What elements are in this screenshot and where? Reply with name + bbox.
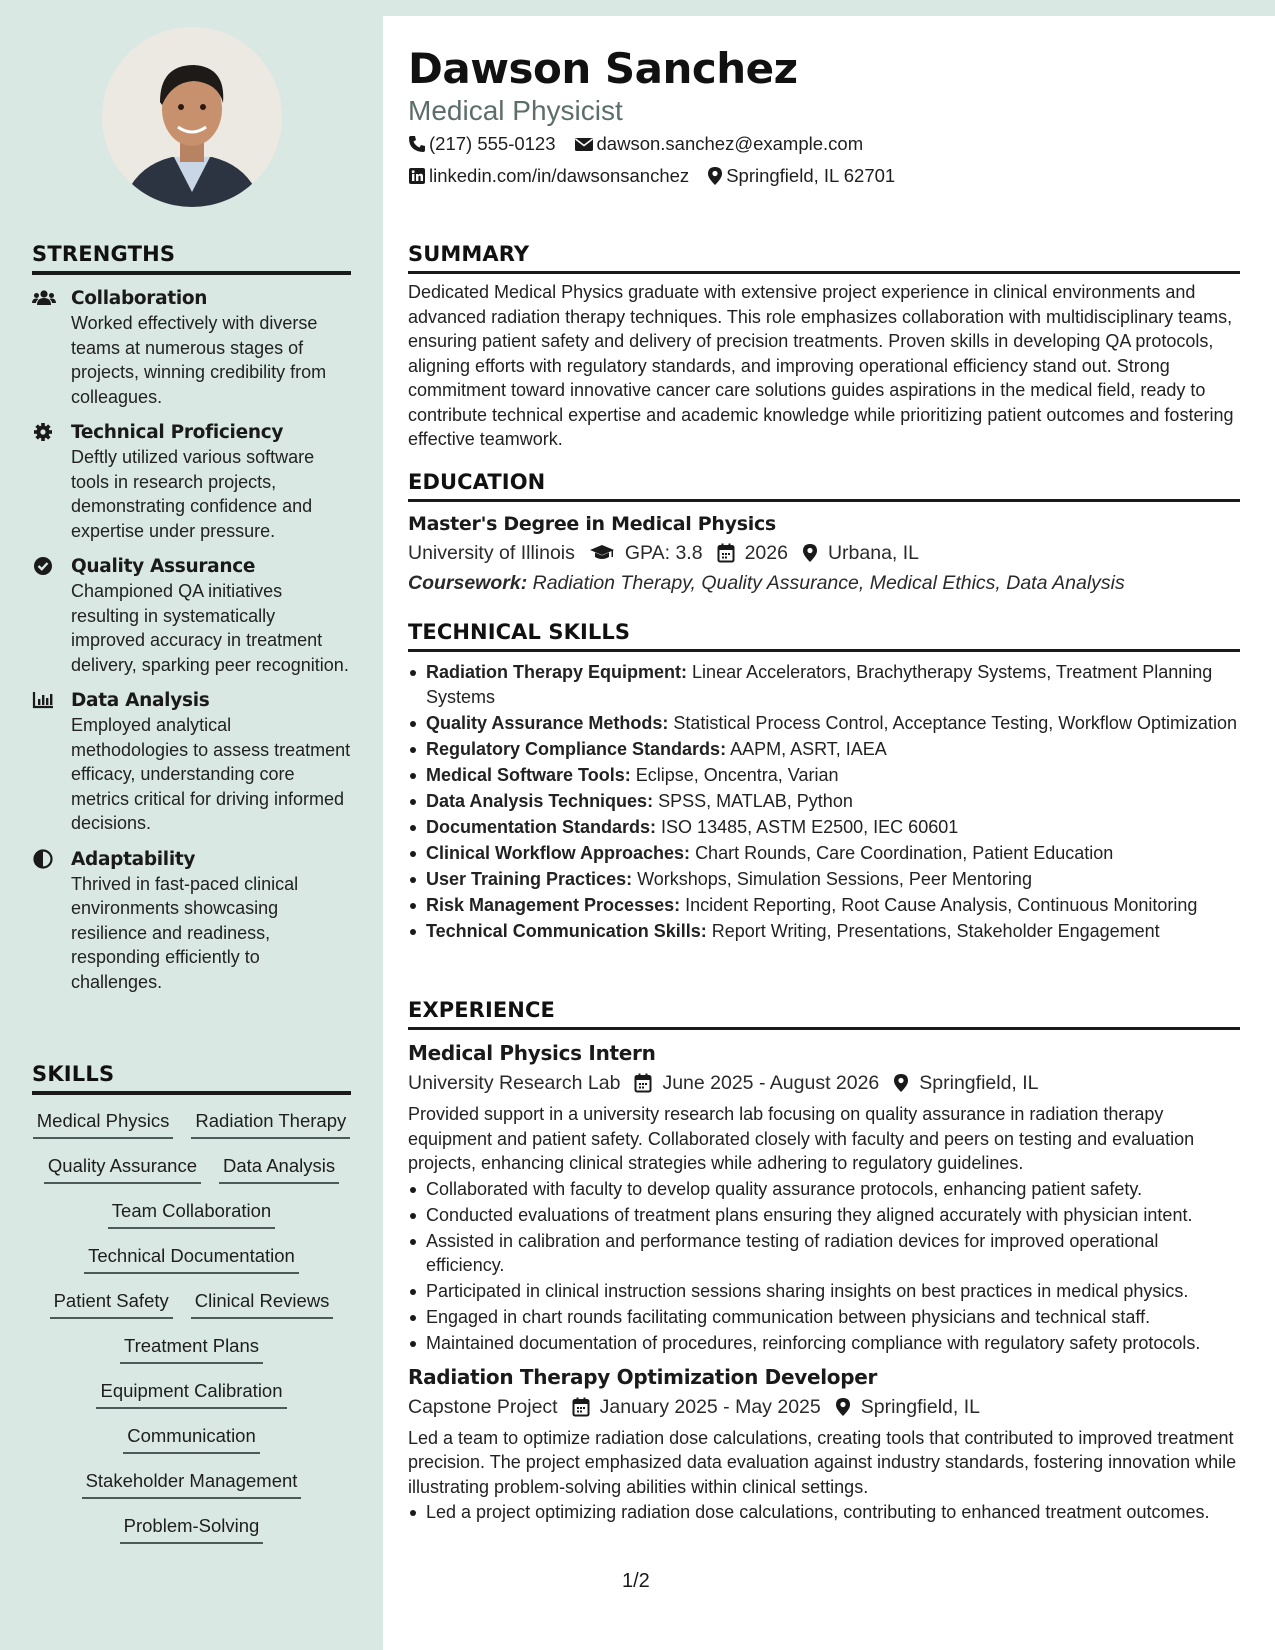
job-bullets — [408, 1500, 1240, 1525]
skill-value: SPSS, MATLAB, Python — [658, 790, 853, 811]
users-icon — [32, 288, 56, 308]
linkedin-item[interactable] — [408, 165, 689, 187]
skill-label: Documentation Standards: — [426, 816, 657, 837]
skill-label: Medical Software Tools: — [426, 764, 631, 785]
skill-value: Workshops, Simulation Sessions, Peer Mentoring — [637, 868, 1032, 889]
skill-chip: Quality Assurance — [44, 1154, 201, 1184]
strength-title: Data Analysis — [71, 690, 210, 711]
top-band — [0, 0, 1275, 16]
skill-chip: Medical Physics — [33, 1109, 174, 1139]
skill-label: Radiation Therapy Equipment: — [426, 662, 688, 682]
profile-photo — [102, 27, 282, 207]
list-item: Led a project optimizing radiation dose calculations, contributing to enhanced treatment outcomes. — [426, 1500, 1240, 1525]
half-circle-icon — [32, 849, 56, 869]
skill-row — [32, 1109, 351, 1154]
org-item — [408, 1068, 620, 1098]
job-role: Medical Physics Intern — [408, 1041, 656, 1065]
strengths-section — [32, 242, 351, 994]
skill-row — [32, 1514, 351, 1559]
technical-skills-section — [408, 620, 1240, 945]
resume-header — [408, 44, 1240, 192]
org-name: Capstone Project — [408, 1395, 558, 1418]
strengths-heading: STRENGTHS — [32, 242, 351, 275]
skill-row — [32, 1199, 351, 1244]
job-location: Springfield, IL — [919, 1072, 1039, 1094]
coursework-text: Radiation Therapy, Quality Assurance, Medical Ethics, Data Analysis — [532, 572, 1125, 594]
job-dates: January 2025 - May 2025 — [599, 1395, 821, 1418]
map-pin-icon — [802, 543, 818, 563]
summary-section — [408, 242, 1240, 452]
education-section — [408, 470, 1240, 598]
strength-item — [32, 689, 351, 836]
strength-desc: Thrived in fast-paced clinical environments showcasing resilience and readiness, responding efficiently to challenges. — [71, 873, 299, 992]
gpa-text: GPA: 3.8 — [624, 542, 703, 564]
list-item — [426, 660, 1240, 709]
skill-label: Technical Communication Skills: — [426, 920, 707, 941]
edu-location-text: Urbana, IL — [827, 542, 920, 564]
list-item — [426, 867, 1240, 892]
dates-item — [572, 1392, 821, 1422]
education-heading: EDUCATION — [408, 470, 1240, 502]
phone-item[interactable] — [408, 133, 556, 155]
coursework-label: Coursework: — [408, 572, 528, 594]
skill-value: Chart Rounds, Care Coordination, Patient Education — [695, 842, 1114, 863]
education-meta — [408, 538, 1240, 568]
skill-value: AAPM, ASRT, IAEA — [730, 738, 887, 759]
page-number: 1/2 — [622, 1570, 650, 1592]
list-item: Maintained documentation of procedures, reinforcing compliance with regulatory safety protocols. — [426, 1331, 1240, 1356]
location-item — [707, 165, 895, 187]
strength-item — [32, 555, 351, 677]
list-item — [426, 711, 1240, 736]
envelope-icon — [574, 136, 594, 152]
experience-section — [408, 998, 1240, 1526]
technical-skills-list — [408, 660, 1240, 943]
skill-chip: Patient Safety — [50, 1289, 173, 1319]
graduation-cap-icon — [589, 544, 615, 562]
skill-value: Eclipse, Oncentra, Varian — [635, 764, 839, 785]
job-entry — [408, 1362, 1240, 1525]
list-item — [426, 841, 1240, 866]
school-item — [408, 538, 575, 568]
strength-item — [32, 421, 351, 543]
job-role: Radiation Therapy Optimization Developer — [408, 1364, 878, 1389]
skill-row — [32, 1424, 351, 1469]
gpa-item — [589, 538, 703, 568]
job-entry — [408, 1038, 1240, 1356]
job-location-item — [835, 1392, 980, 1422]
list-item: Conducted evaluations of treatment plans ensuring they aligned accurately with physician intent. — [426, 1203, 1240, 1228]
list-item — [426, 763, 1240, 788]
skill-label: Clinical Workflow Approaches: — [426, 842, 691, 863]
skill-chip: Stakeholder Management — [82, 1469, 302, 1499]
strength-title: Technical Proficiency — [71, 422, 284, 443]
calendar-icon — [572, 1397, 590, 1417]
skill-row — [32, 1154, 351, 1199]
skill-value: Incident Reporting, Root Cause Analysis, Continuous Monitoring — [685, 894, 1198, 915]
skill-chip: Treatment Plans — [120, 1334, 263, 1364]
org-item — [408, 1392, 558, 1422]
gear-icon — [32, 422, 56, 442]
experience-heading: EXPERIENCE — [408, 998, 1240, 1030]
calendar-icon — [717, 543, 735, 563]
skill-chip: Clinical Reviews — [191, 1289, 334, 1319]
school-name: University of Illinois — [408, 542, 575, 564]
location-text: Springfield, IL 62701 — [726, 165, 896, 186]
skill-value: Statistical Process Control, Acceptance Testing, Workflow Optimization — [673, 712, 1237, 733]
linkedin-text: linkedin.com/in/dawsonsanchez — [429, 165, 690, 186]
skill-label: Quality Assurance Methods: — [426, 712, 669, 733]
chart-icon — [32, 690, 56, 710]
skills-heading: SKILLS — [32, 1062, 351, 1095]
phone-icon — [408, 135, 426, 153]
contact-row — [408, 160, 1240, 192]
list-item — [426, 919, 1240, 944]
map-pin-icon — [835, 1397, 851, 1417]
strength-title: Quality Assurance — [71, 556, 256, 577]
skill-label: Risk Management Processes: — [426, 894, 681, 915]
list-item: Participated in clinical instruction sessions sharing insights on best practices in medical physics. — [426, 1279, 1240, 1304]
job-meta — [408, 1068, 1240, 1098]
coursework-line — [408, 568, 1240, 598]
job-location-item — [893, 1068, 1038, 1098]
map-pin-icon — [893, 1073, 909, 1093]
year-text: 2026 — [744, 542, 788, 564]
list-item — [426, 893, 1240, 918]
summary-heading: SUMMARY — [408, 242, 1240, 274]
calendar-icon — [634, 1073, 652, 1093]
job-location: Springfield, IL — [860, 1395, 980, 1418]
dates-item — [634, 1068, 879, 1098]
skill-row — [32, 1469, 351, 1514]
phone-text: (217) 555-0123 — [429, 133, 556, 154]
skill-row — [32, 1379, 351, 1424]
list-item — [426, 815, 1240, 840]
check-circle-icon — [32, 556, 56, 576]
skill-chip: Technical Documentation — [84, 1244, 299, 1274]
strength-desc: Deftly utilized various software tools in research projects, demonstrating confidence and expertise under pressure. — [71, 447, 315, 541]
technical-skills-heading: TECHNICAL SKILLS — [408, 620, 1240, 652]
email-text: dawson.sanchez@example.com — [596, 133, 864, 154]
skill-chip: Problem-Solving — [120, 1514, 264, 1544]
skill-chip: Communication — [123, 1424, 260, 1454]
strength-title: Adaptability — [71, 848, 196, 870]
job-title: Medical Physicist — [408, 95, 623, 126]
candidate-name: Dawson Sanchez — [408, 44, 798, 93]
skill-row — [32, 1334, 351, 1379]
skill-value: Linear Accelerators, Brachytherapy Systems, Treatment Planning Systems — [426, 662, 1213, 707]
strength-desc: Worked effectively with diverse teams at numerous stages of projects, winning credibility from colleagues. — [71, 313, 327, 407]
skill-chip: Equipment Calibration — [96, 1379, 286, 1409]
strength-title: Collaboration — [71, 288, 208, 309]
strength-item — [32, 287, 351, 409]
contact-row — [408, 128, 1240, 160]
linkedin-icon — [408, 167, 426, 185]
skill-label: User Training Practices: — [426, 868, 633, 889]
org-name: University Research Lab — [408, 1072, 621, 1094]
list-item: Collaborated with faculty to develop quality assurance protocols, enhancing patient safety. — [426, 1177, 1240, 1202]
skill-value: Report Writing, Presentations, Stakeholder Engagement — [711, 920, 1160, 941]
job-meta — [408, 1392, 1240, 1422]
job-bullets — [408, 1177, 1240, 1356]
skill-label: Regulatory Compliance Standards: — [426, 738, 727, 759]
skill-chip: Radiation Therapy — [191, 1109, 350, 1139]
skill-value: ISO 13485, ASTM E2500, IEC 60601 — [661, 816, 959, 837]
skill-chip: Team Collaboration — [108, 1199, 275, 1229]
list-item: Engaged in chart rounds facilitating communication between physicians and technical staff. — [426, 1305, 1240, 1330]
edu-location-item — [802, 538, 919, 568]
job-description: Provided support in a university research lab focusing on quality assurance in radiation therapy equipment and patient safety. Collaborated closely with faculty and peers on testing and evaluation projects, enhancing clinical strategies while adhering to regulatory guidelines. — [408, 1104, 1195, 1173]
list-item: Assisted in calibration and performance testing of radiation devices for improved operational efficiency. — [426, 1229, 1240, 1278]
degree-title: Master's Degree in Medical Physics — [408, 513, 776, 535]
map-pin-icon — [707, 166, 723, 186]
strength-item — [32, 848, 351, 995]
list-item — [426, 789, 1240, 814]
summary-text: Dedicated Medical Physics graduate with extensive project experience in clinical environments and advanced radiation therapy techniques. This role emphasizes collaboration with multidisciplinary teams, ensuring patient safety and delivery of precision treatments. Proven skills in developing QA protocols, aligning efforts with regulatory standards, and improving operational efficiency stand out. Strong commitment toward innovative cancer care solutions guides aspirations in the medical field, ready to contribute technical expertise and academic knowledge while prioritizing patient outcomes and fostering effective teamwork. — [408, 282, 1234, 449]
skill-label: Data Analysis Techniques: — [426, 790, 654, 811]
year-item — [717, 538, 788, 568]
skill-row — [32, 1289, 351, 1334]
skills-section — [32, 1062, 351, 1559]
strength-desc: Employed analytical methodologies to assess treatment efficacy, understanding core metrics critical for driving informed decisions. — [71, 715, 351, 833]
job-dates: June 2025 - August 2026 — [662, 1072, 880, 1094]
email-item[interactable] — [574, 133, 864, 155]
list-item — [426, 737, 1240, 762]
skill-row — [32, 1244, 351, 1289]
strength-desc: Championed QA initiatives resulting in systematically improved accuracy in treatment delivery, sparking peer recognition. — [71, 581, 349, 675]
job-description: Led a team to optimize radiation dose calculations, creating tools that contributed to improved treatment precision. The project emphasized data evaluation against industry standards, fostering innovation while illustrating problem-solving abilities within clinical settings. — [408, 1427, 1237, 1497]
skill-chip: Data Analysis — [219, 1154, 339, 1184]
